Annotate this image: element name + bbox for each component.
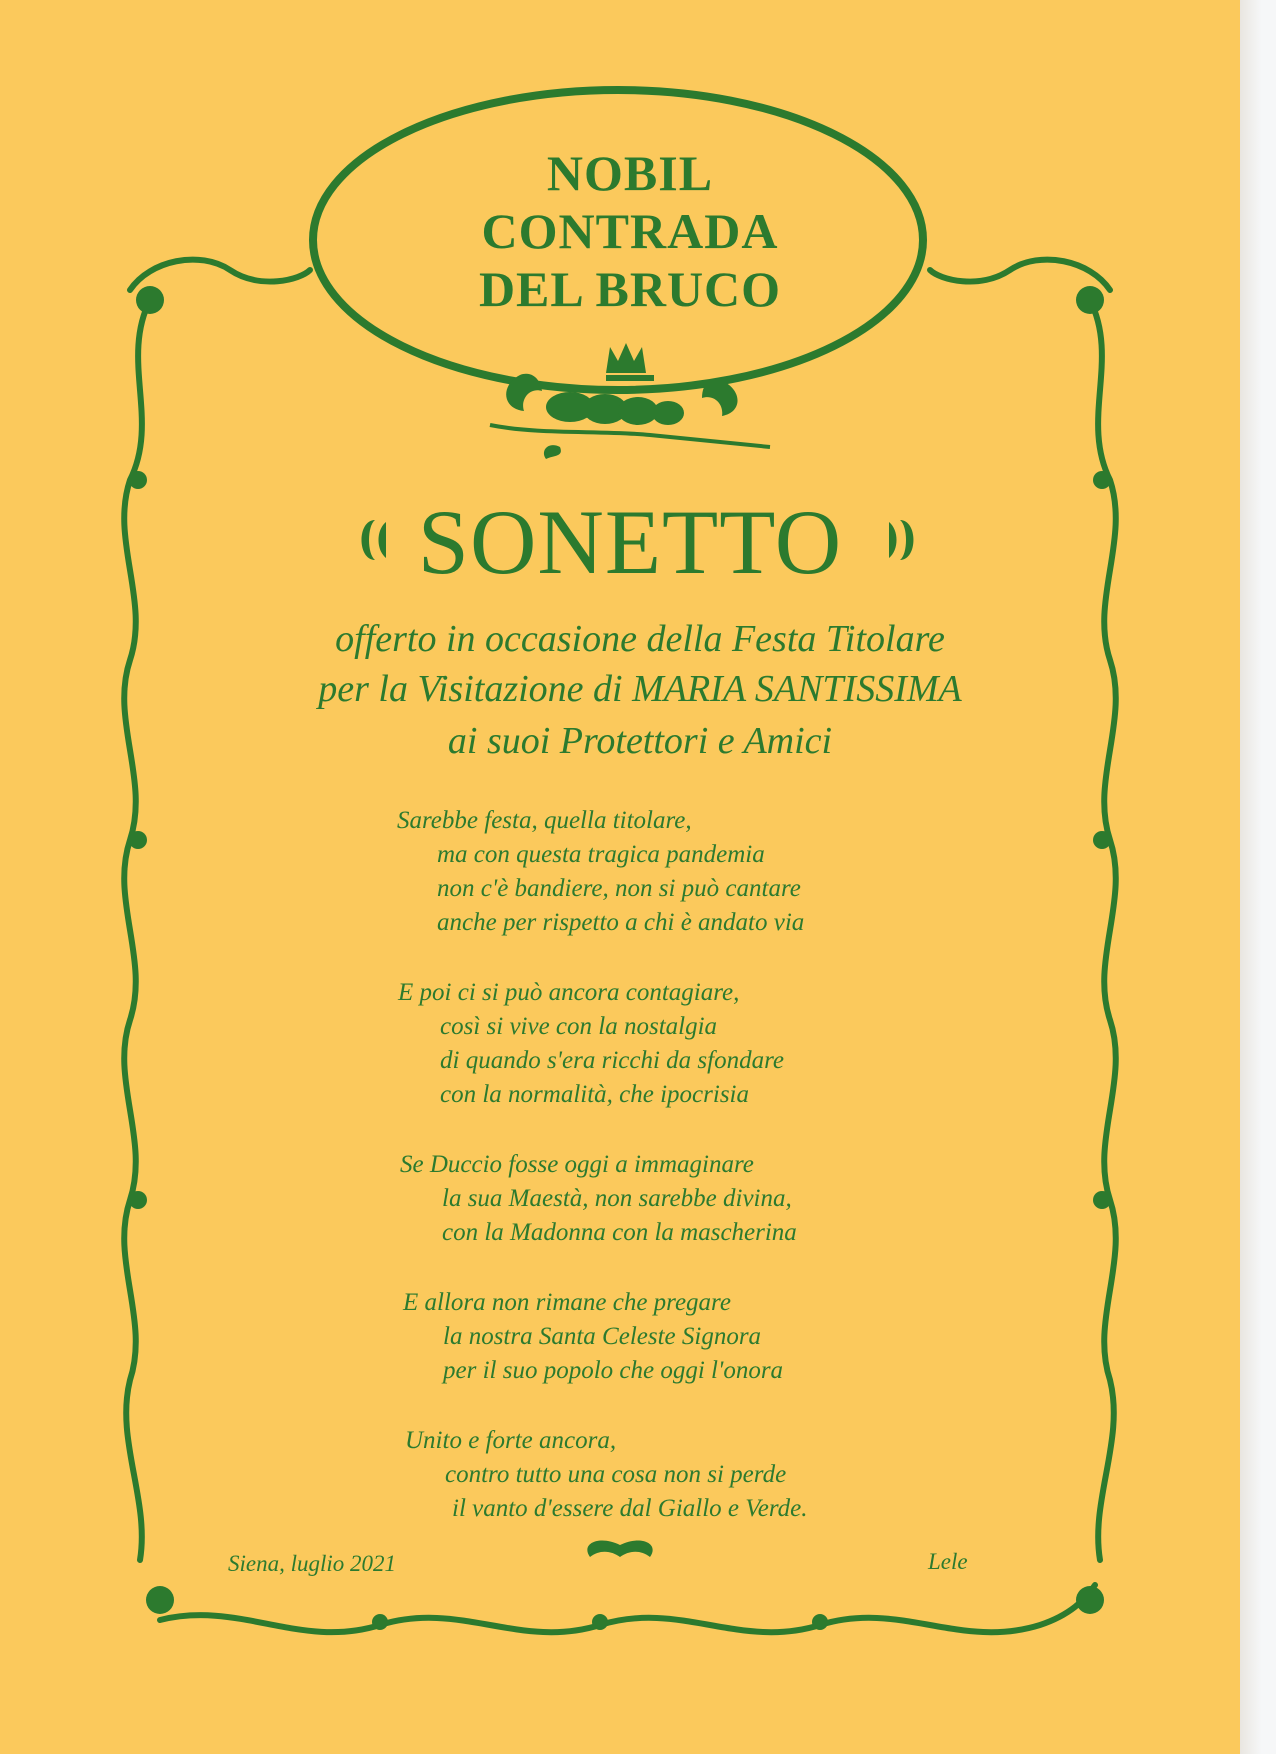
verse-line: così si vive con la nostalgia — [440, 1013, 718, 1040]
author-signature: Lele — [928, 1549, 968, 1574]
scan-edge — [1240, 0, 1276, 1754]
frame-top-right — [930, 260, 1110, 290]
verse-line: il vanto d'essere dal Giallo e Verde. — [452, 1495, 808, 1522]
verse-line: E allora non rimane che pregare — [403, 1289, 731, 1316]
frame-top-left — [130, 260, 310, 290]
verse-line: E poi ci si può ancora contagiare, — [398, 979, 740, 1006]
frame-right — [1090, 300, 1116, 1560]
verse-line: ma con questa tragica pandemia — [437, 841, 765, 868]
verse-line: anche per rispetto a chi è andato via — [437, 909, 805, 936]
contrada-emblem — [480, 335, 780, 465]
crown-icon — [606, 343, 654, 381]
header-line-3: DEL BRUCO — [478, 261, 782, 317]
verse-line: Unito e forte ancora, — [405, 1427, 617, 1454]
intro-line-1: offerto in occasione della Festa Titolare — [335, 618, 945, 660]
verse-line: non c'è bandiere, non si può cantare — [437, 875, 801, 902]
verse-line: per il suo popolo che oggi l'onora — [443, 1357, 784, 1384]
verse-line: di quando s'era ricchi da sfondare — [440, 1047, 784, 1074]
verse-line: con la Madonna con la mascherina — [442, 1219, 797, 1246]
header-line-2: CONTRADA — [481, 203, 779, 259]
verse-line: la nostra Santa Celeste Signora — [443, 1323, 762, 1350]
footer-ornament — [587, 1541, 652, 1557]
verse-line: Se Duccio fosse oggi a immaginare — [400, 1151, 754, 1178]
header-line-1: NOBIL — [546, 145, 714, 201]
frame-bottom — [160, 1585, 1095, 1632]
caterpillar-icon — [546, 392, 684, 425]
intro-line-3: ai suoi Protettori e Amici — [447, 720, 833, 762]
place-date: Siena, luglio 2021 — [228, 1551, 397, 1576]
intro-line-2: per la Visitazione di MARIA SANTISSIMA — [318, 668, 962, 710]
frame-left — [124, 300, 150, 1560]
scroll-ornament-right — [889, 520, 914, 560]
page-title: SONETTO — [417, 491, 843, 593]
verse-line: con la normalità, che ipocrisia — [440, 1081, 749, 1108]
verse-line: contro tutto una cosa non si perde — [445, 1461, 787, 1488]
verse-line: Sarebbe festa, quella titolare, — [397, 807, 692, 834]
verse-line: la sua Maestà, non sarebbe divina, — [442, 1185, 792, 1212]
